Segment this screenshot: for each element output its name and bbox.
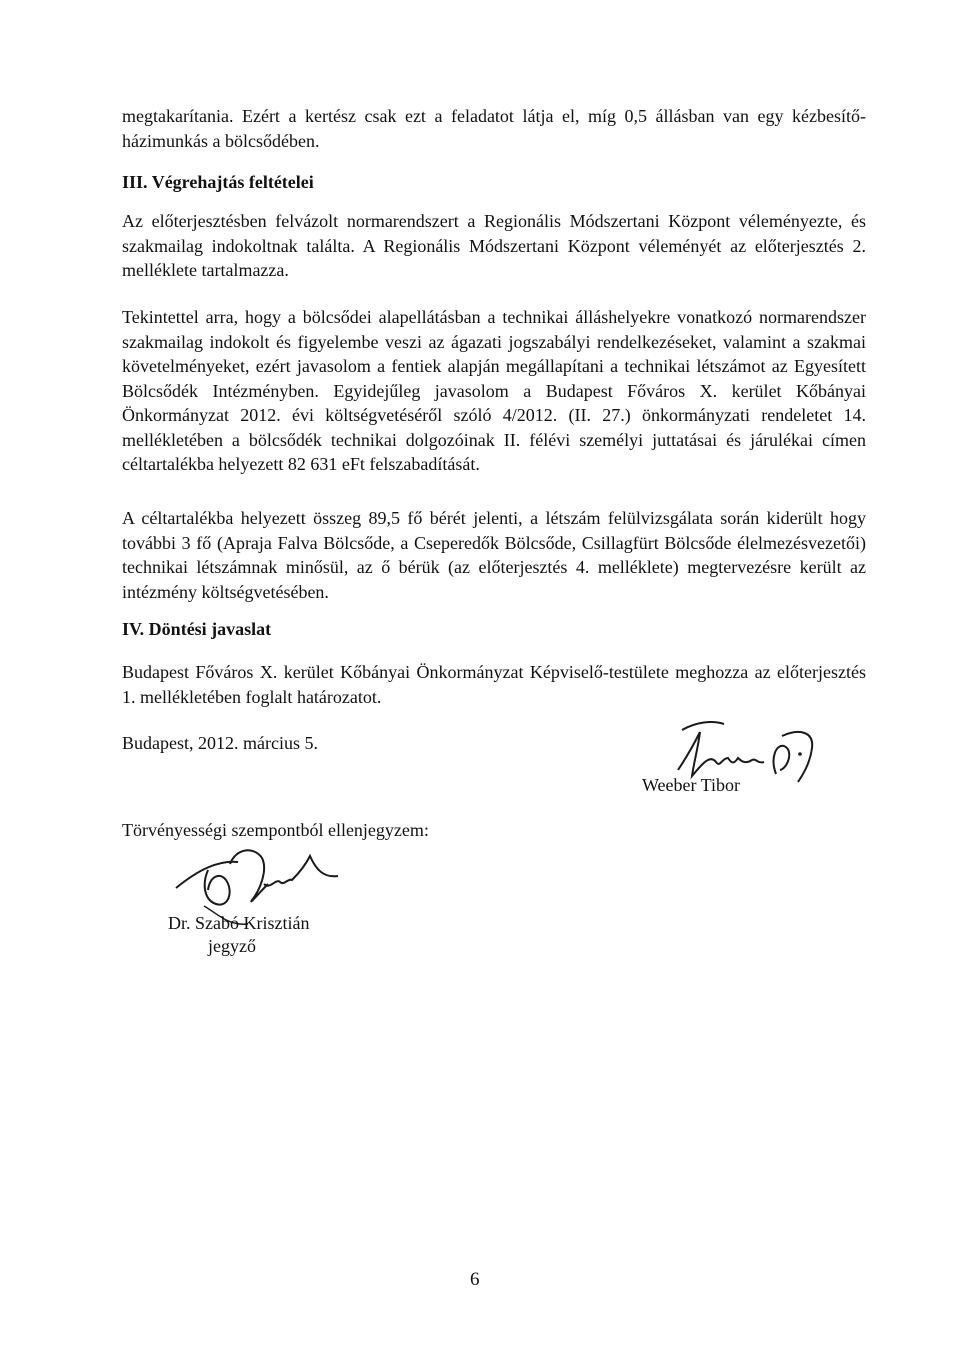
section-3-heading: III. Végrehajtás feltételei — [122, 172, 314, 192]
notary-name: Dr. Szabó Krisztián — [168, 913, 310, 933]
section-4-paragraph-1: Budapest Főváros X. kerület Kőbányai Önkormányzat Képviselő-testülete meghozza az előterjesztés 1. mellékletében foglalt határozatot. — [122, 662, 866, 707]
date-place: Budapest, 2012. március 5. — [122, 733, 318, 753]
section-3-paragraph-3: A céltartalékba helyezett összeg 89,5 fő bérét jelenti, a létszám felülvizsgálata során kiderült hogy további 3 fő (Apraja Falva Bölcsőde, a Cseperedők Bölcsőde, Csillagfürt Bölcsőde élelmezésvezetői) technikai létszámnak minősül, az ő bérük (az előterjesztés 4. melléklete) megtervezésre került az intézmény költségvetésében. — [122, 508, 866, 602]
section-3-paragraph-2: Tekintettel arra, hogy a bölcsődei alapellátásban a technikai álláshelyekre vonatkozó normarendszer szakmailag indokolt és figyelembe veszi az ágazati jogszabályi rendelkezéseket, valamint a szakmai követelményeket, ezért javasolom a fentiek alapján megállapítani a technikai létszámot az Egyesített Bölcsődék Intézményben. Egyidejűleg javasolom a Budapest Főváros X. kerület Kőbányai Önkormányzat 2012. évi költségvetéséről szóló 4/2012. (II. 27.) önkormányzati rendeletet 14. mellékletében a bölcsődék technikai dolgozóinak II. félévi személyi juttatásai és járulékai címen céltartalékba helyezett 82 631 eFt felszabadítását. — [122, 307, 866, 474]
section-3-paragraph-1: Az előterjesztésben felvázolt normarendszert a Regionális Módszertani Központ véleményezte, és szakmailag indokoltnak találta. A Regionális Módszertani Központ véleményét az előterjesztés 2. melléklete tartalmazza. — [122, 211, 866, 280]
page-number: 6 — [470, 1269, 480, 1290]
section-4-heading: IV. Döntési javaslat — [122, 619, 272, 639]
intro-paragraph: megtakarítania. Ezért a kertész csak ezt a feladatot látja el, míg 0,5 állásban van egy kézbesítő-házimunkás a bölcsődében. — [122, 106, 866, 151]
legal-check-label: Törvényességi szempontból ellenjegyzem: — [122, 820, 429, 840]
notary-title: jegyző — [208, 936, 256, 956]
signer-name: Weeber Tibor — [642, 775, 741, 795]
